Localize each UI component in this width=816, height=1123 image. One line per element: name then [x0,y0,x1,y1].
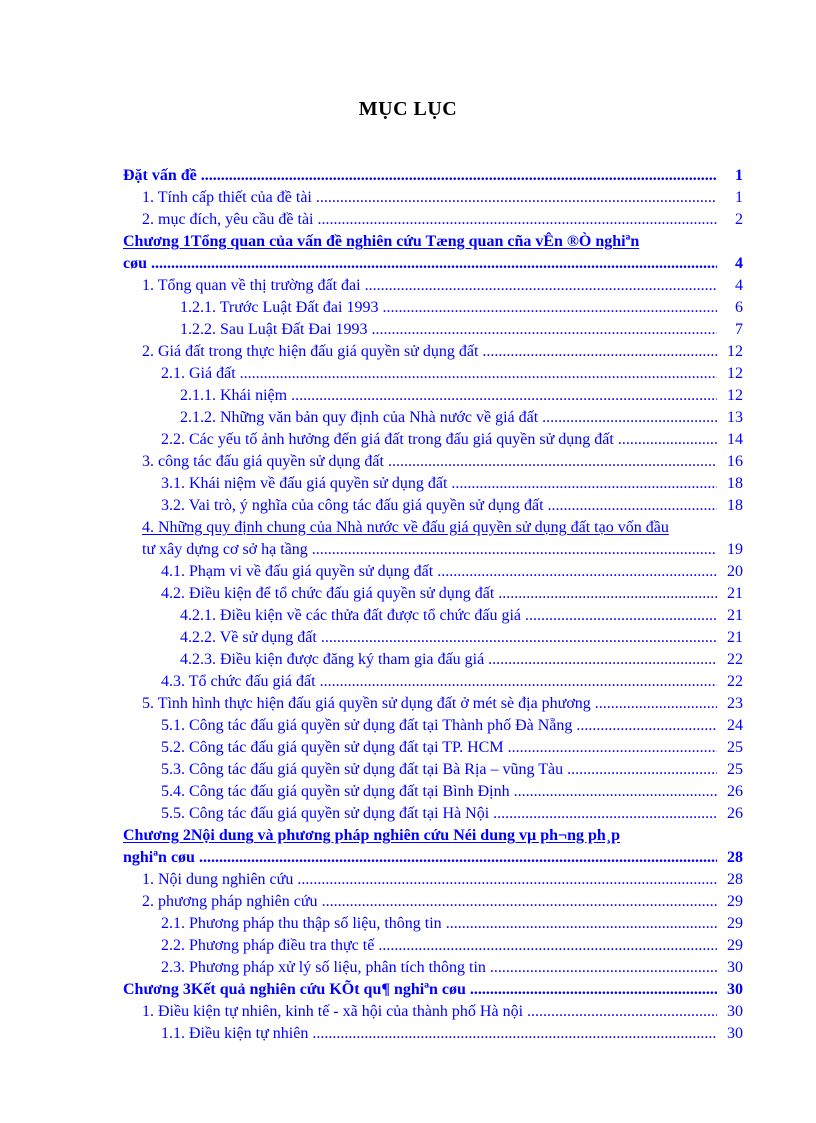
toc-entry-chuong-2-line1[interactable]: Chương 2Nội dung và phương pháp nghiên cứu Néi dung vµ ph¬ng ph¸p [123,827,621,844]
toc-entry-5[interactable]: 5. Tình hình thực hiện đấu giá quyền sử dụng đất ở mét sè địa phương ..... 23 [142,693,743,715]
toc-entry-4-line1[interactable]: 4. Những quy định chung của Nhà nước về đấu giá quyền sử dụng đất tạo vốn đầu [142,519,669,536]
toc-entry-c2-2-1[interactable]: 2.1. Phương pháp thu thập số liệu, thông tin ..... 29 [161,913,743,935]
toc-entry-1-tong-quan[interactable]: 1. Tổng quan về thị trường đất đai ..... 4 [142,275,743,297]
toc-entry-3[interactable]: 3. công tác đấu giá quyền sử dụng đất ..... 16 [142,451,743,473]
toc-entry-4-2-2[interactable]: 4.2.2. Về sử dụng đất ..... 21 [180,627,743,649]
toc-entry-dat-van-de[interactable]: Đặt vấn đề ..... 1 [123,165,743,187]
toc-entry-4[interactable]: tư xây dựng cơ sở hạ tầng ..... 19 [142,539,743,561]
toc-entry-5-2[interactable]: 5.2. Công tác đấu giá quyền sử dụng đất tại TP. HCM ..... 25 [161,737,743,759]
toc-entry-chuong-1-line1[interactable]: Chương 1Tổng quan của vấn đề nghiên cứu Tæng quan cña vÊn ®Ò nghiªn [123,233,640,250]
toc-entry-3-1[interactable]: 3.1. Khái niệm về đấu giá quyền sử dụng đất ..... 18 [161,473,743,495]
toc-entry-2-2[interactable]: 2.2. Các yếu tố ảnh hưởng đến giá đất trong đấu giá quyền sử dụng đất ..... 14 [161,429,743,451]
toc-entry-5-5[interactable]: 5.5. Công tác đấu giá quyền sử dụng đất tại Hà Nội ..... 26 [161,803,743,825]
toc-entry-1-2-1[interactable]: 1.2.1. Trước Luật Đất đai 1993 ..... 6 [180,297,743,319]
toc-entry-2[interactable]: 2. mục đích, yêu cầu đề tài ..... 2 [142,209,743,231]
toc-entry-c2-2-3[interactable]: 2.3. Phương pháp xử lý số liệu, phân tích thông tin ..... 30 [161,957,743,979]
toc-entry-1-2-2[interactable]: 1.2.2. Sau Luật Đất Đai 1993 ..... 7 [180,319,743,341]
toc-entry-4-2[interactable]: 4.2. Điều kiện để tổ chức đấu giá quyền sử dụng đất ..... 21 [161,583,743,605]
toc-entry-c3-1-1[interactable]: 1.1. Điều kiện tự nhiên ..... 30 [161,1023,743,1045]
toc-entry-2-1-1[interactable]: 2.1.1. Khái niệm ..... 12 [180,385,743,407]
toc-entry-4-3[interactable]: 4.3. Tổ chức đấu giá đất ..... 22 [161,671,743,693]
toc-entry-chuong-3[interactable]: Chương 3Kết quả nghiên cứu KÕt qu¶ nghiªn cøu ..... 30 [123,979,743,1001]
toc-entry-c2-2[interactable]: 2. phương pháp nghiên cứu ..... 29 [142,891,743,913]
toc-entry-4-2-1[interactable]: 4.2.1. Điều kiện về các thửa đất được tổ chức đấu giá ..... 21 [180,605,743,627]
toc-entry-5-1[interactable]: 5.1. Công tác đấu giá quyền sử dụng đất tại Thành phố Đà Nẵng ..... 24 [161,715,743,737]
toc-entry-chuong-1[interactable]: cøu ..... 4 [123,253,743,275]
toc-entry-c3-1[interactable]: 1. Điều kiện tự nhiên, kinh tế - xã hội của thành phố Hà nội ..... 30 [142,1001,743,1023]
toc-entry-5-3[interactable]: 5.3. Công tác đấu giá quyền sử dụng đất tại Bà Rịa – vũng Tàu ..... 25 [161,759,743,781]
toc-entry-5-4[interactable]: 5.4. Công tác đấu giá quyền sử dụng đất tại Bình Định ..... 26 [161,781,743,803]
toc-entry-2-gia-dat[interactable]: 2. Giá đất trong thực hiện đấu giá quyền sử dụng đất ..... 12 [142,341,743,363]
toc-entry-c2-2-2[interactable]: 2.2. Phương pháp điều tra thực tế ..... 29 [161,935,743,957]
toc-entry-3-2[interactable]: 3.2. Vai trò, ý nghĩa của công tác đấu giá quyền sử dụng đất ..... 18 [161,495,743,517]
toc-entry-2-1[interactable]: 2.1. Giá đất ..... 12 [161,363,743,385]
toc-entry-4-1[interactable]: 4.1. Phạm vi về đấu giá quyền sử dụng đất ..... 20 [161,561,743,583]
toc-entry-chuong-2[interactable]: nghiªn cøu ..... 28 [123,847,743,869]
toc-entry-4-2-3[interactable]: 4.2.3. Điều kiện được đăng ký tham gia đấu giá ..... 22 [180,649,743,671]
toc-entry-1[interactable]: 1. Tính cấp thiết của đề tài ..... 1 [142,187,743,209]
toc-entry-2-1-2[interactable]: 2.1.2. Những văn bản quy định của Nhà nước về giá đất ..... 13 [180,407,743,429]
toc-entry-c2-1[interactable]: 1. Nội dung nghiên cứu ..... 28 [142,869,743,891]
page-title: MỤC LỤC [358,98,458,120]
